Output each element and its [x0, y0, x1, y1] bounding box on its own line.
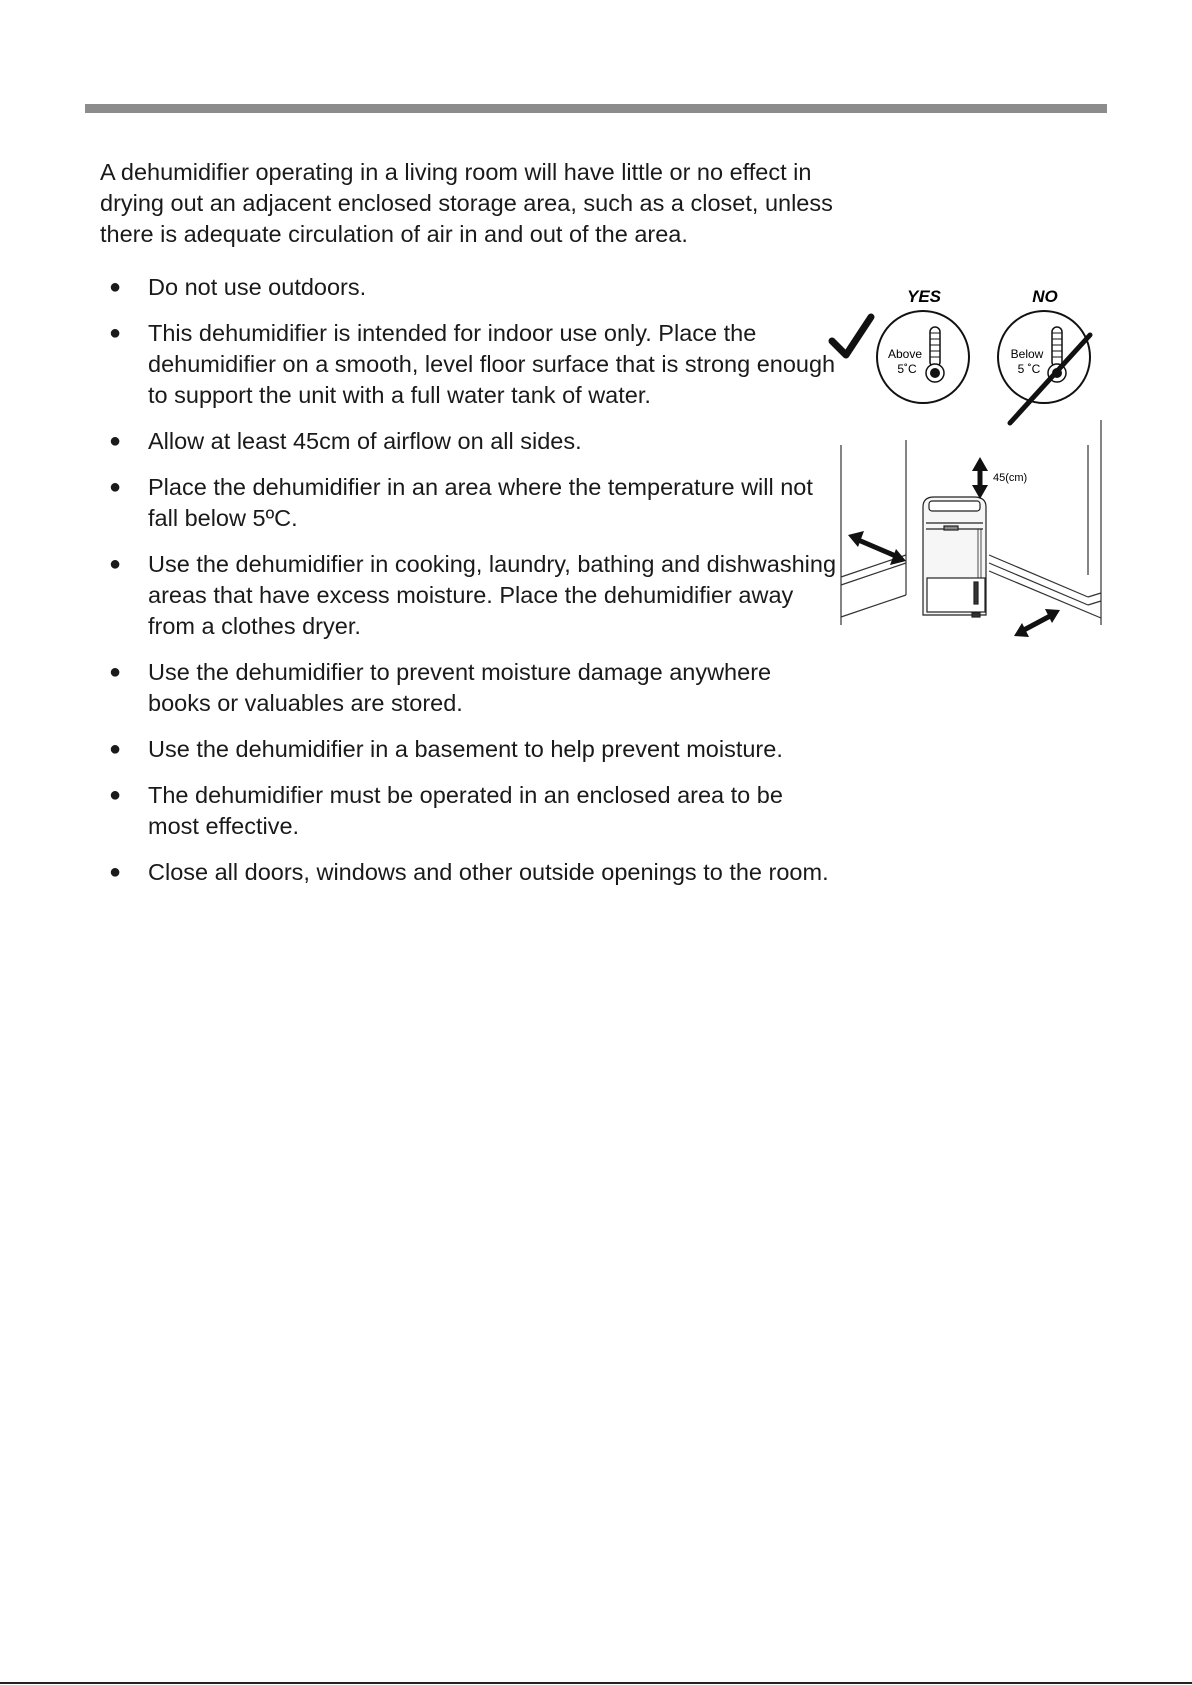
bullet-icon: ●: [109, 476, 122, 498]
bullet-icon: ●: [109, 322, 122, 344]
list-item: [100, 549, 840, 642]
bullet-icon: ●: [109, 784, 122, 806]
checkmark-icon: [832, 317, 871, 355]
list-item-text: Use the dehumidifier to prevent moisture damage anywhere books or valuables are stored.: [148, 659, 772, 716]
list-item-text: Use the dehumidifier in cooking, laundry, bathing and dishwashing areas that have excess moisture. Place the dehumidifier away from a clothes dryer.: [148, 551, 837, 639]
list-item: [100, 780, 840, 842]
list-item: [100, 857, 840, 888]
list-item-text: Place the dehumidifier in an area where the temperature will not fall below 5ºC.: [148, 474, 813, 531]
vertical-clearance-arrow: [972, 457, 988, 499]
above-temp-label: 5˚C: [897, 362, 917, 376]
list-item: [100, 734, 840, 765]
bullet-icon: ●: [109, 861, 122, 883]
bullet-icon: ●: [109, 276, 122, 298]
placement-illustration-svg: [826, 285, 1111, 640]
bullet-icon: ●: [109, 661, 122, 683]
list-item-text: The dehumidifier must be operated in an enclosed area to be most effective.: [148, 782, 783, 839]
bullet-icon: ●: [109, 430, 122, 452]
list-item-text: This dehumidifier is intended for indoor use only. Place the dehumidifier on a smooth, level floor surface that is strong enough to support the unit with a full water tank of water.: [148, 320, 836, 408]
instruction-list: [100, 272, 840, 903]
right-clearance-arrow: [1014, 609, 1060, 637]
yes-label: YES: [906, 287, 942, 306]
placement-illustration: [826, 285, 1111, 640]
header-rule: [85, 104, 1107, 113]
bullet-icon: ●: [109, 553, 122, 575]
dehumidifier-unit-icon: [923, 497, 986, 617]
list-item-text: Do not use outdoors.: [148, 274, 367, 300]
list-item-text: Close all doors, windows and other outside openings to the room.: [148, 859, 829, 885]
thermometer-crossed-icon: [998, 311, 1090, 423]
list-item: [100, 272, 840, 303]
above-label: Above: [887, 347, 923, 361]
clearance-label: 45(cm): [993, 472, 1028, 484]
below-temp-label: 5 ˚C: [1017, 362, 1041, 376]
list-item: [100, 657, 840, 719]
intro-paragraph: A dehumidifier operating in a living room will have little or no effect in drying out an adjacent enclosed storage area, such as a closet, unless there is adequate circulation of air in and out of the area.: [100, 159, 833, 247]
no-label: NO: [1032, 287, 1058, 306]
footer-rule: [0, 1682, 1192, 1684]
list-item: [100, 318, 840, 411]
list-item-text: Allow at least 45cm of airflow on all sides.: [148, 428, 582, 454]
list-item-text: Use the dehumidifier in a basement to help prevent moisture.: [148, 736, 783, 762]
list-item: [100, 426, 840, 457]
left-clearance-arrow: [848, 531, 906, 565]
bullet-icon: ●: [109, 738, 122, 760]
below-label: Below: [1010, 347, 1044, 361]
list-item: [100, 472, 840, 534]
